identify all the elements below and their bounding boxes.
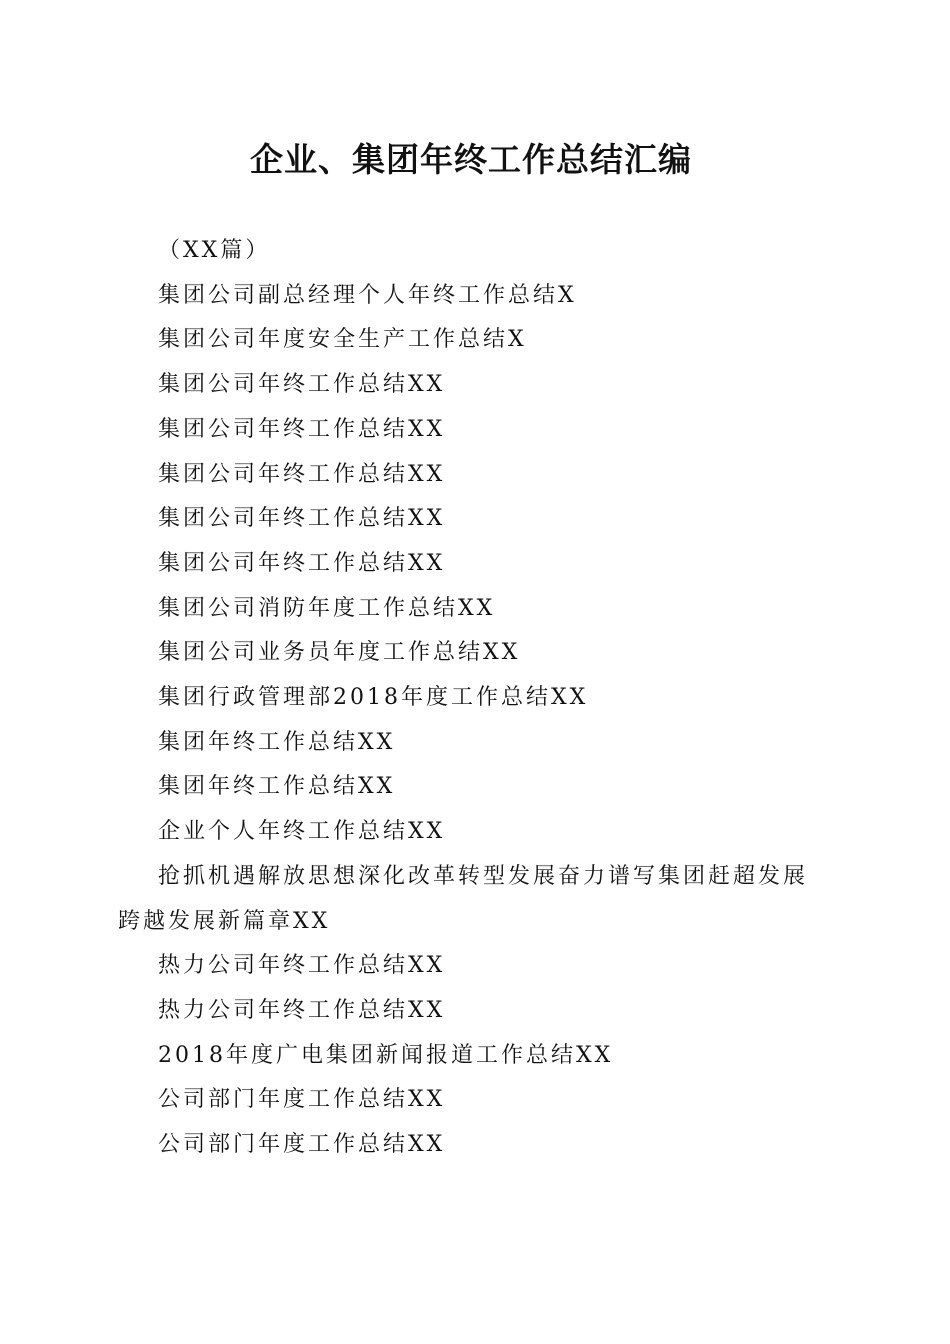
toc-entry: 集团公司副总经理个人年终工作总结X	[158, 282, 577, 308]
toc-entry: 抢抓机遇解放思想深化改革转型发展奋力谱写集团赶超发展跨越发展新篇章XX	[118, 863, 809, 934]
toc-subtitle: （XX篇）	[158, 238, 271, 263]
toc-entry: 集团公司年终工作总结XX	[158, 461, 446, 487]
toc-entry: 2018年度广电集团新闻报道工作总结XX	[158, 1042, 614, 1068]
toc-entry: 集团年终工作总结XX	[158, 729, 396, 755]
toc-entry: 热力公司年终工作总结XX	[158, 997, 446, 1023]
toc-entry: 企业个人年终工作总结XX	[158, 819, 446, 845]
toc-entry: 集团公司业务员年度工作总结XX	[158, 640, 521, 666]
toc-entry: 热力公司年终工作总结XX	[158, 953, 446, 979]
toc-entry: 集团公司年度安全生产工作总结X	[158, 327, 527, 353]
document-title: 企业、集团年终工作总结汇编	[250, 140, 692, 179]
toc-entry: 公司部门年度工作总结XX	[158, 1087, 446, 1113]
toc-entry: 集团公司年终工作总结XX	[158, 506, 446, 532]
toc-entry: 集团公司年终工作总结XX	[158, 416, 446, 442]
table-of-contents	[118, 229, 830, 1168]
toc-entry: 集团年终工作总结XX	[158, 774, 396, 800]
toc-entry: 集团公司年终工作总结XX	[158, 372, 446, 398]
toc-entry: 集团公司年终工作总结XX	[158, 550, 446, 576]
toc-entry: 集团行政管理部2018年度工作总结XX	[158, 685, 589, 711]
toc-entry: 集团公司消防年度工作总结XX	[158, 595, 496, 621]
toc-entry: 公司部门年度工作总结XX	[158, 1132, 446, 1158]
